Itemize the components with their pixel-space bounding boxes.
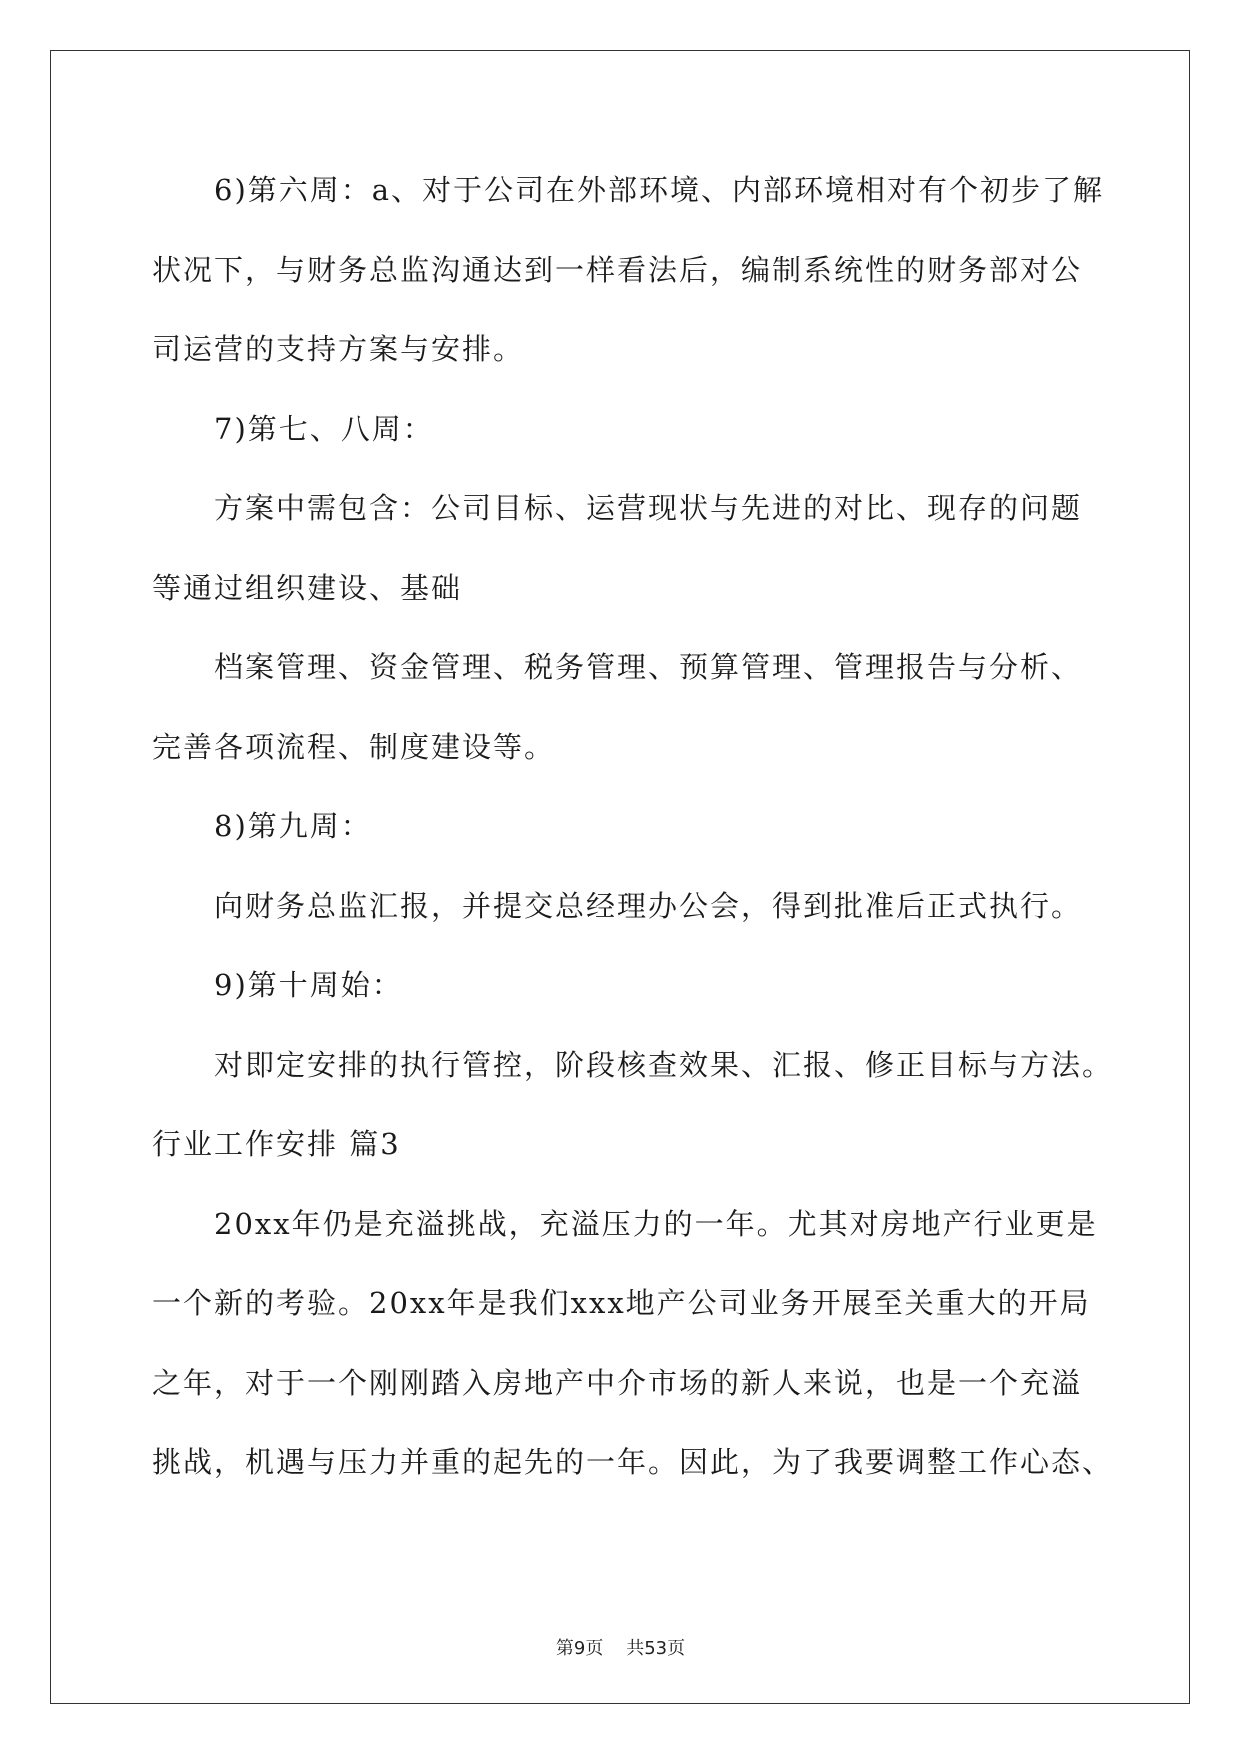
text-line: 20xx年仍是充溢挑战，充溢压力的一年。尤其对房地产行业更是 xyxy=(214,1206,1098,1241)
page-footer xyxy=(0,1634,1241,1660)
text-line: 8)第九周： xyxy=(214,809,372,843)
text-line: 等通过组织建设、基础 xyxy=(152,570,463,605)
text-line: 司运营的支持方案与安排。 xyxy=(152,332,525,366)
text-line: 6)第六周：a、对于公司在外部环境、内部环境相对有个初步了解 xyxy=(214,173,1105,207)
page-total: 共53页 xyxy=(626,1638,686,1659)
page-number: 第9页 xyxy=(555,1638,604,1659)
text-line: 之年，对于一个刚刚踏入房地产中介市场的新人来说，也是一个充溢 xyxy=(152,1365,1083,1400)
text-line: 一个新的考验。20xx年是我们xxx地产公司业务开展至关重大的开局 xyxy=(152,1286,1091,1320)
text-line: 7)第七、八周： xyxy=(214,411,434,446)
text-line: 完善各项流程、制度建设等。 xyxy=(152,729,556,764)
section-heading: 行业工作安排 篇3 xyxy=(152,1127,401,1161)
text-line: 向财务总监汇报，并提交总经理办公会，得到批准后正式执行。 xyxy=(214,888,1083,923)
text-line: 对即定安排的执行管控，阶段核查效果、汇报、修正目标与方法。 xyxy=(214,1047,1114,1082)
text-line: 状况下，与财务总监沟通达到一样看法后，编制系统性的财务部对公 xyxy=(152,252,1083,287)
text-line: 挑战，机遇与压力并重的起先的一年。因此，为了我要调整工作心态、 xyxy=(152,1445,1114,1479)
text-line: 方案中需包含：公司目标、运营现状与先进的对比、现存的问题 xyxy=(214,491,1083,525)
document-body xyxy=(152,160,1114,1512)
text-line: 9)第十周始： xyxy=(214,968,403,1002)
text-line: 档案管理、资金管理、税务管理、预算管理、管理报告与分析、 xyxy=(214,650,1083,684)
